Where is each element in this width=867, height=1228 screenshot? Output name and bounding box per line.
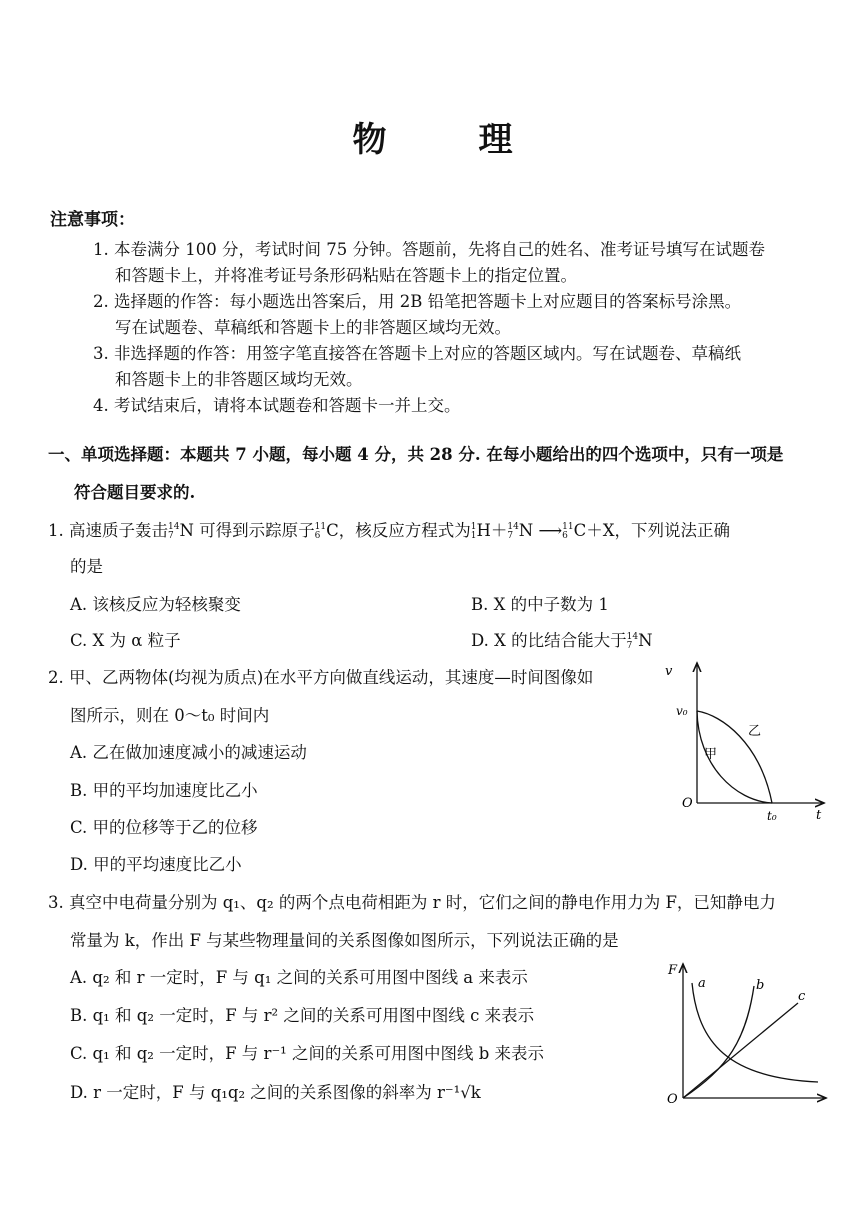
page-title bbox=[0, 112, 867, 161]
origin-label: O bbox=[667, 1092, 678, 1107]
question-2-option-d: D. 甲的平均速度比乙小 bbox=[70, 855, 242, 874]
question-3-option-b: B. q₁ 和 q₂ 一定时，F 与 r² 之间的关系可用图中图线 c 来表示 bbox=[70, 1006, 535, 1025]
question-1-option-b: B. X 的中子数为 1 bbox=[471, 595, 609, 614]
t-axis-label: t bbox=[816, 808, 822, 823]
t0-label: t₀ bbox=[767, 809, 777, 823]
notice-item-3-cont: 和答题卡上的非答题区域均无效。 bbox=[115, 370, 363, 389]
title-char-2: 理 bbox=[478, 120, 515, 160]
question-1-option-c: C. X 为 α 粒子 bbox=[70, 631, 181, 650]
line-c bbox=[683, 1003, 798, 1098]
notice-item-3: 3. 非选择题的作答：用签字笔直接答在答题卡上对应的答题区域内。写在试题卷、草稿纸 bbox=[93, 344, 741, 363]
v-axis-label: v bbox=[665, 664, 673, 679]
velocity-time-graph bbox=[660, 655, 830, 825]
label-jia: 甲 bbox=[704, 747, 718, 762]
notice-item-4: 4. 考试结束后，请将本试题卷和答题卡一并上交。 bbox=[93, 396, 461, 415]
notice-item-2-cont: 写在试题卷、草稿纸和答题卡上的非答题区域均无效。 bbox=[115, 318, 511, 337]
f-axis-label: F bbox=[668, 963, 678, 978]
question-2-option-b: B. 甲的平均加速度比乙小 bbox=[70, 781, 258, 800]
notice-item-1: 1. 本卷满分 100 分，考试时间 75 分钟。答题前，先将自己的姓名、准考证号填写在试题卷 bbox=[93, 240, 765, 259]
question-2-stem-cont: 图所示，则在 0～t₀ 时间内 bbox=[70, 706, 270, 725]
v0-label: v₀ bbox=[676, 704, 688, 718]
question-1-option-d: D. X 的比结合能大于14 7 N bbox=[471, 631, 653, 651]
question-2-option-a: A. 乙在做加速度减小的减速运动 bbox=[70, 743, 307, 762]
question-2-option-c: C. 甲的位移等于乙的位移 bbox=[70, 818, 258, 837]
force-relation-graph bbox=[658, 958, 833, 1108]
curve-b bbox=[683, 986, 754, 1098]
notice-heading: 注意事项： bbox=[50, 210, 135, 230]
question-3-option-a: A. q₂ 和 r 一定时，F 与 q₁ 之间的关系可用图中图线 a 来表示 bbox=[70, 968, 528, 987]
line-c-label: c bbox=[798, 989, 806, 1004]
question-3-option-d: D. r 一定时，F 与 q₁q₂ 之间的关系图像的斜率为 r⁻¹√k bbox=[70, 1083, 481, 1102]
question-2-stem: 2. 甲、乙两物体(均视为质点)在水平方向做直线运动，其速度—时间图像如 bbox=[48, 668, 594, 687]
title-char-1: 物 bbox=[352, 120, 389, 160]
notice-item-1-cont: 和答题卡上，并将准考证号条形码粘贴在答题卡上的指定位置。 bbox=[115, 266, 577, 285]
question-3-stem-cont: 常量为 k，作出 F 与某些物理量间的关系图像如图所示，下列说法正确的是 bbox=[70, 931, 619, 950]
question-3-option-c: C. q₁ 和 q₂ 一定时，F 与 r⁻¹ 之间的关系可用图中图线 b 来表示 bbox=[70, 1044, 545, 1063]
curve-b-label: b bbox=[756, 978, 765, 993]
label-yi: 乙 bbox=[748, 724, 762, 739]
question-3-stem: 3. 真空中电荷量分别为 q₁、q₂ 的两个点电荷相距为 r 时，它们之间的静电作用力为 F，已知静电力 bbox=[48, 893, 776, 912]
origin-label: O bbox=[682, 796, 693, 811]
question-1-stem-cont: 的是 bbox=[70, 557, 103, 576]
section-heading: 一、单项选择题：本题共 7 小题，每小题 4 分，共 28 分. 在每小题给出的四个选项中，只有一项是 bbox=[48, 445, 784, 464]
curve-a-label: a bbox=[698, 976, 706, 991]
notice-item-2: 2. 选择题的作答：每小题选出答案后，用 2B 铅笔把答题卡上对应题目的答案标号涂黑。 bbox=[93, 292, 742, 311]
section-heading-cont: 符合题目要求的. bbox=[74, 483, 196, 502]
question-1-stem: 1. 高速质子轰击14 7 N 可得到示踪原子11 6 C，核反应方程式为1 1H＋14 7 N ⟶11 6 C＋X，下列说法正确 bbox=[48, 521, 730, 541]
question-1-option-a: A. 该核反应为轻核聚变 bbox=[70, 595, 241, 614]
